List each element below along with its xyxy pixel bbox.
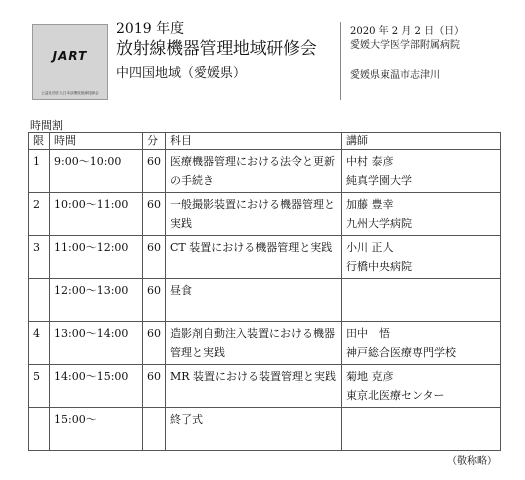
period-cell: 2 [29, 193, 50, 236]
table-row [29, 365, 501, 408]
honorifics-note: （敬称略） [447, 456, 497, 467]
logo-org-name: 公益社団法人日本診療放射線技師会 [41, 91, 99, 95]
logo-text: JART [52, 49, 88, 63]
table-row [29, 193, 501, 236]
header-time: 時間 [50, 133, 143, 150]
event-title: 放射線機器管理地域研修会 [116, 39, 317, 59]
time-cell: 13:00～14:00 [50, 322, 143, 365]
instructor-name: 小川 正人 [346, 241, 394, 254]
table-row [29, 408, 501, 451]
subject-cell: 終了式 [166, 408, 342, 451]
minutes-cell [143, 408, 166, 451]
instructor-cell [342, 322, 501, 365]
subject-cell: 一般撮影装置における機器管理と実践 [166, 193, 342, 236]
minutes-cell: 60 [143, 279, 166, 322]
instructor-name: 田中 悟 [346, 327, 390, 340]
minutes-cell: 60 [143, 365, 166, 408]
period-cell: 3 [29, 236, 50, 279]
minutes-cell: 60 [143, 322, 166, 365]
minutes-cell: 60 [143, 193, 166, 236]
subject-cell: CT 装置における機器管理と実践 [166, 236, 342, 279]
instructor-affiliation: 行橋中央病院 [346, 260, 412, 273]
header-instructor: 講師 [342, 133, 501, 150]
time-cell: 15:00～ [50, 408, 143, 451]
period-cell: 1 [29, 150, 50, 193]
header-divider [340, 22, 341, 100]
subject-cell: 造影剤自動注入装置における機器管理と実践 [166, 322, 342, 365]
instructor-cell [342, 193, 501, 236]
instructor-affiliation: 東京北医療センター [346, 389, 445, 402]
minutes-cell: 60 [143, 236, 166, 279]
instructor-cell [342, 236, 501, 279]
jart-logo [32, 24, 108, 100]
header-minutes: 分 [143, 133, 166, 150]
section-title: 時間割 [30, 119, 63, 132]
minutes-cell: 60 [143, 150, 166, 193]
event-venue: 愛媛大学医学部附属病院 [350, 40, 460, 51]
event-address: 愛媛県東温市志津川 [350, 70, 440, 81]
subject-cell: 医療機器管理における法令と更新の手続き [166, 150, 342, 193]
title-block [116, 21, 316, 82]
instructor-affiliation: 純真学園大学 [346, 174, 412, 187]
subject-cell: MR 装置における装置管理と実践 [166, 365, 342, 408]
event-info [350, 25, 464, 82]
time-cell: 14:00～15:00 [50, 365, 143, 408]
period-cell: 4 [29, 322, 50, 365]
period-cell [29, 279, 50, 322]
event-region: 中四国地域（愛媛県） [116, 66, 247, 81]
subject-cell: 昼食 [166, 279, 342, 322]
table-row [29, 322, 501, 365]
schedule-table [28, 132, 501, 451]
time-cell: 9:00～10:00 [50, 150, 143, 193]
time-cell: 10:00～11:00 [50, 193, 143, 236]
instructor-cell [342, 279, 501, 322]
header-period: 限 [29, 133, 50, 150]
period-cell: 5 [29, 365, 50, 408]
time-cell: 12:00～13:00 [50, 279, 143, 322]
table-header-row [29, 133, 501, 150]
instructor-affiliation: 九州大学病院 [346, 217, 412, 230]
table-row [29, 279, 501, 322]
event-header [28, 18, 498, 102]
instructor-cell [342, 365, 501, 408]
event-date: 2020 年 2 月 2 日（日） [350, 26, 465, 37]
period-cell [29, 408, 50, 451]
table-row [29, 236, 501, 279]
header-subject: 科目 [166, 133, 342, 150]
instructor-name: 菊地 克彦 [346, 370, 394, 383]
instructor-affiliation: 神戸総合医療専門学校 [346, 346, 456, 359]
instructor-name: 加藤 豊幸 [346, 198, 394, 211]
table-row [29, 150, 501, 193]
instructor-name: 中村 泰彦 [346, 155, 394, 168]
event-year: 2019 年度 [116, 21, 185, 37]
instructor-cell [342, 150, 501, 193]
time-cell: 11:00～12:00 [50, 236, 143, 279]
instructor-cell [342, 408, 501, 451]
